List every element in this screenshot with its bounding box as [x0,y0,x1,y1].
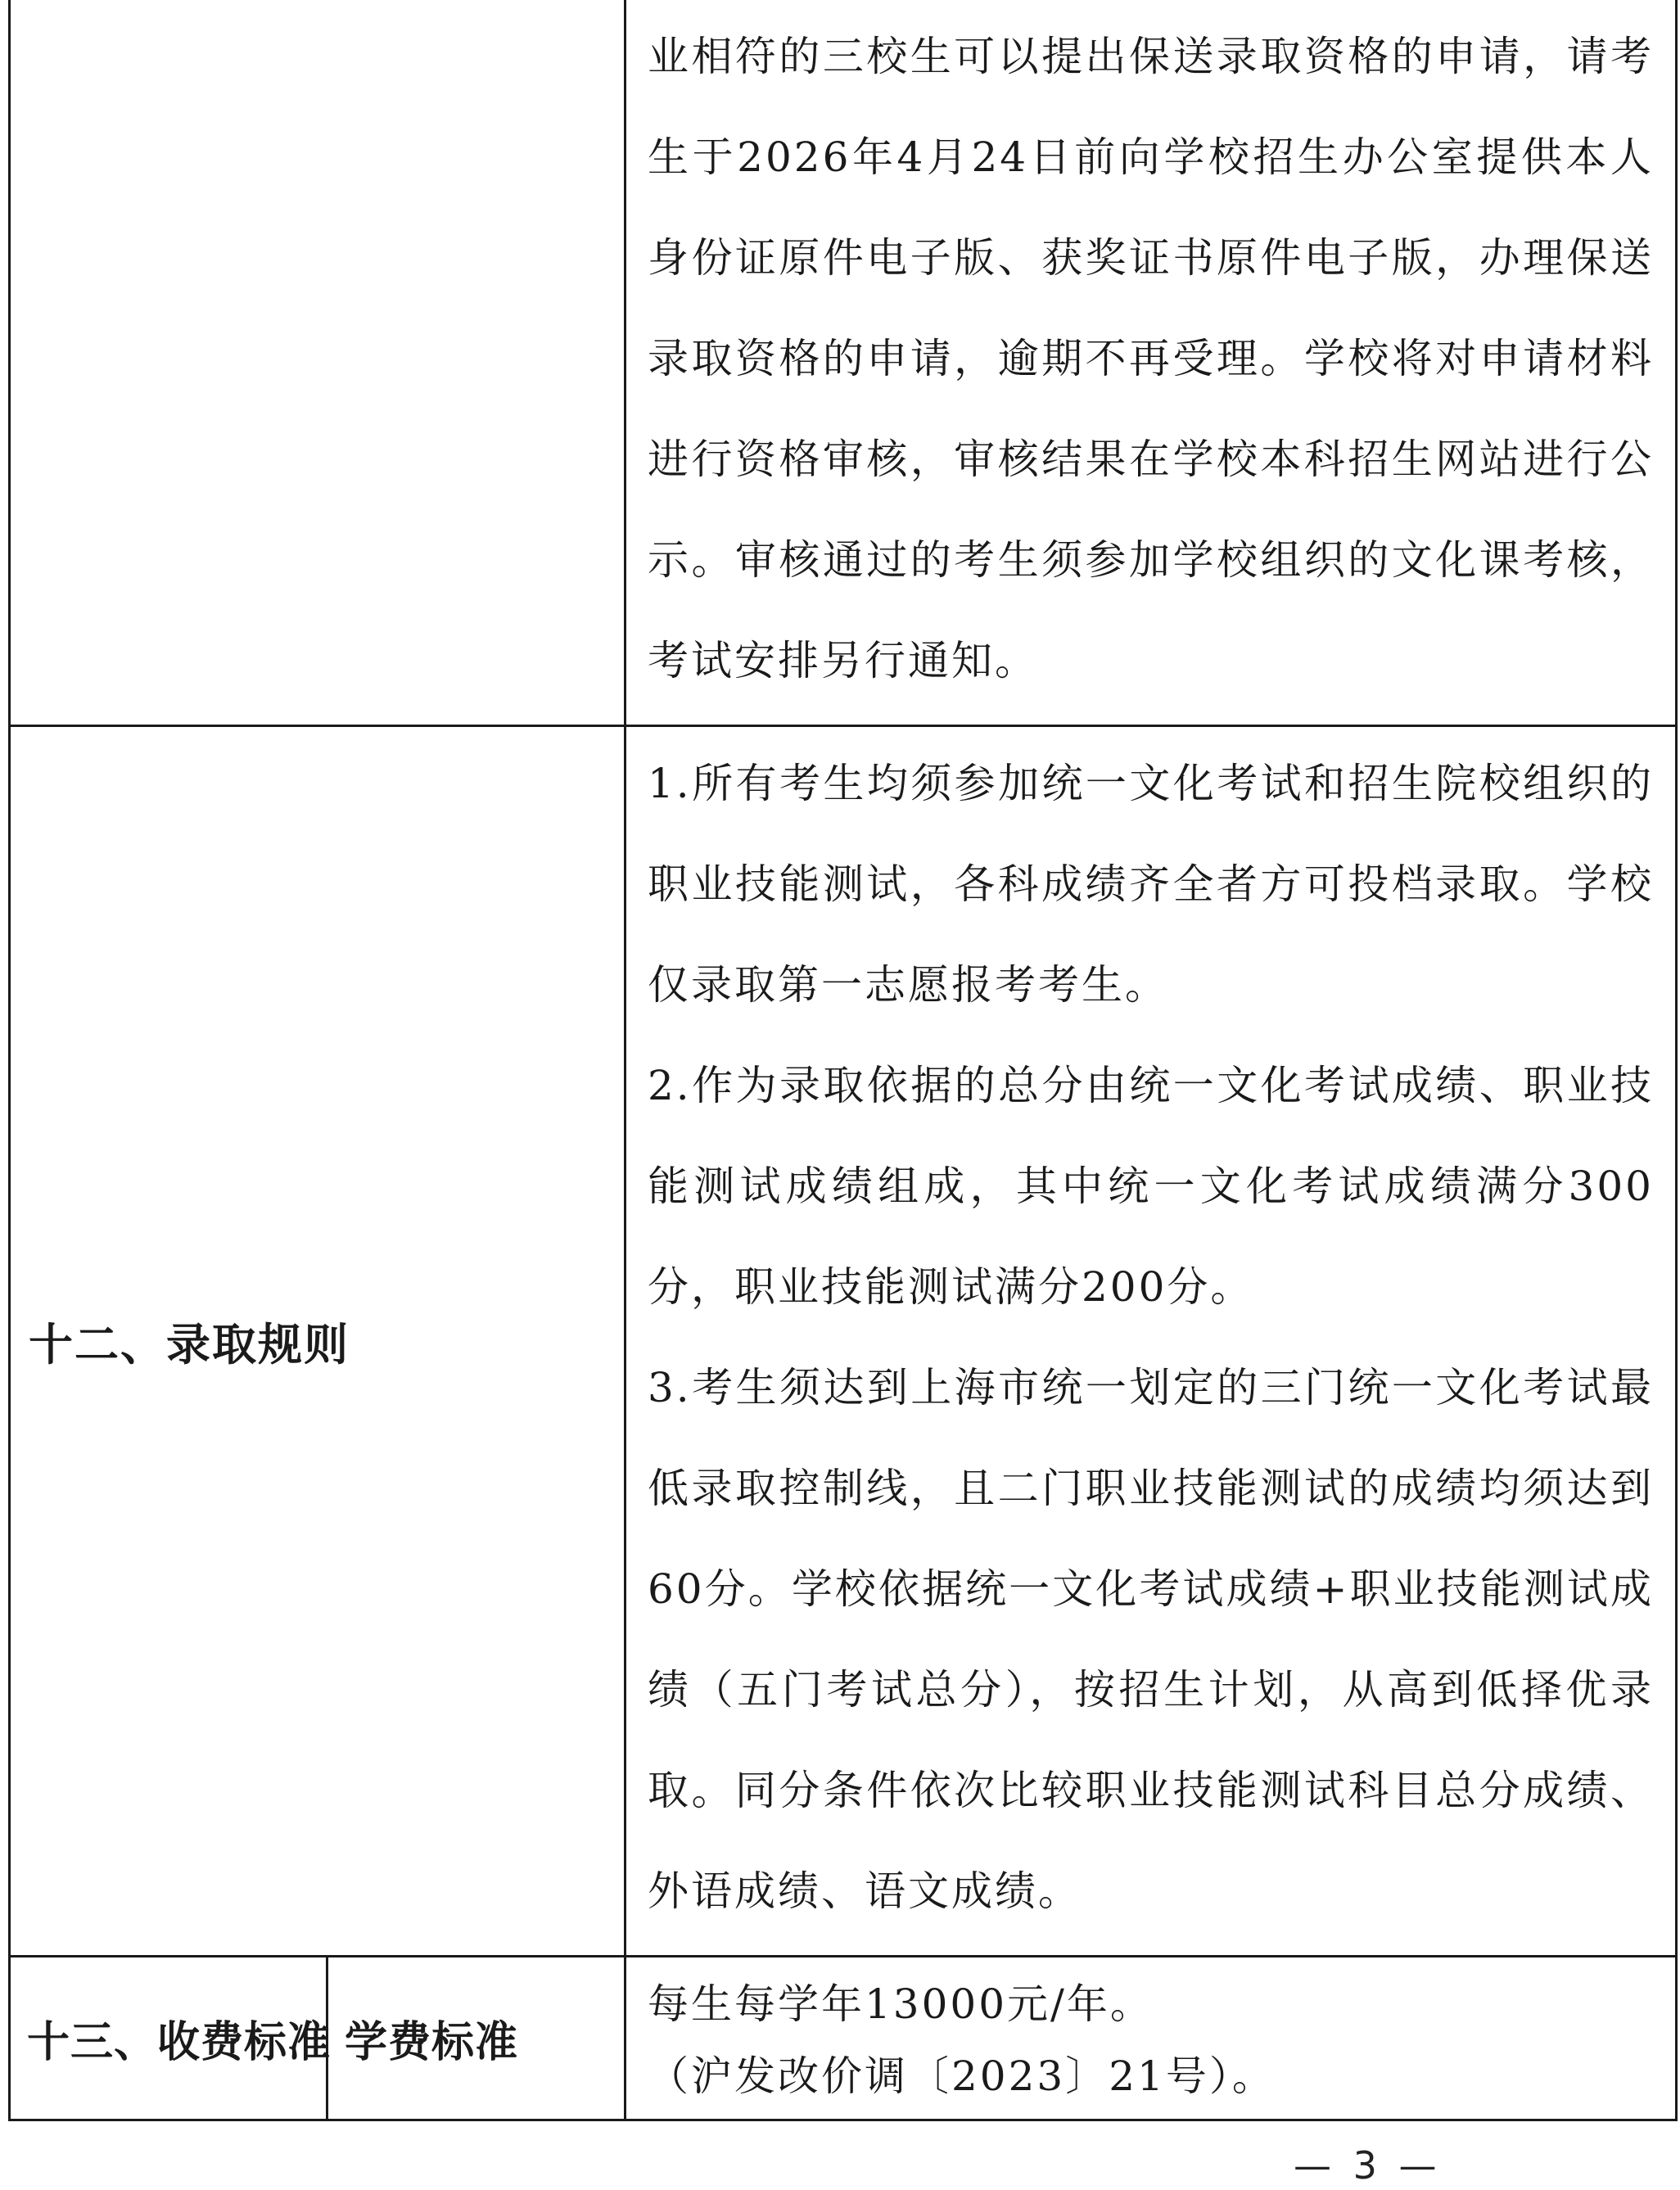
admission-rule-item-2: 2.作为录取依据的总分由统一文化考试成绩、职业技能测试成绩组成，其中统一文化考试成绩满分300分，职业技能测试满分200分。 [648,1062,1654,1311]
tuition-policy-reference: （沪发改价调〔2023〕21号）。 [648,2052,1276,2100]
admission-rule-item-1: 1.所有考生均须参加统一文化考试和招生院校组织的职业技能测试，各科成绩齐全者方可投档录取。学校仅录取第一志愿报考考生。 [648,760,1654,1009]
fees-row [10,1957,1677,2120]
continuation-row [10,0,1677,726]
fees-label: 十三、收费标准 [10,1957,327,2120]
admission-rules-text-cell [625,726,1677,1957]
fees-text-cell [625,1957,1677,2120]
page-number: — 3 — [1294,2143,1442,2188]
continuation-text-cell [625,0,1677,726]
tuition-amount: 每生每学年13000元/年。 [648,1980,1154,2028]
admission-rule-item-3: 3.考生须达到上海市统一划定的三门统一文化考试最低录取控制线，且二门职业技能测试的成绩均须达到60分。学校依据统一文化考试成绩+职业技能测试成绩（五门考试总分），按招生计划，从高到低择优录取。同分条件依次比较职业技能测试科目总分成绩、外语成绩、语文成绩。 [648,1364,1654,1915]
continuation-paragraph: 业相符的三校生可以提出保送录取资格的申请，请考生于2026年4月24日前向学校招生办公室提供本人身份证原件电子版、获奖证书原件电子版，办理保送录取资格的申请，逾期不再受理。学校将对申请材料进行资格审核，审核结果在学校本科招生网站进行公示。审核通过的考生须参加学校组织的文化课考核，考试安排另行通知。 [648,33,1654,684]
continuation-label-cell [10,0,625,726]
admission-rules-row [10,726,1677,1957]
admission-brochure-table [8,0,1678,2121]
admission-rules-label: 十二、录取规则 [10,726,625,1957]
tuition-standard-label: 学费标准 [327,1957,625,2120]
